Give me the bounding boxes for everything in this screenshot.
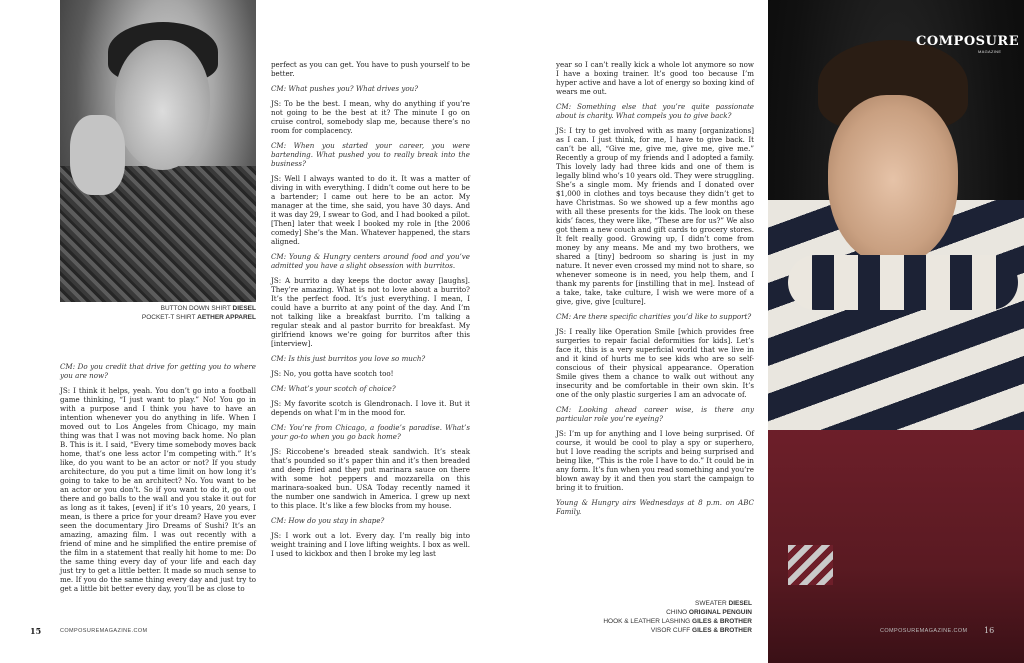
page-number-right: 16: [984, 626, 995, 635]
arm-shape: [788, 255, 1018, 310]
caption-line: [110, 313, 256, 322]
interview-answer: perfect as you can get. You have to push yourself to be better.: [271, 60, 470, 78]
interview-answer: JS: I work out a lot. Every day. I’m really big into weight training and I love lifting weights. I box as well. I used to kickbox and then I broke my leg last: [271, 531, 470, 558]
page-number-left: 15: [30, 626, 42, 636]
interview-answer: JS: My favorite scotch is Glendronach. I love it. But it depends on what I’m in the mood for.: [271, 399, 470, 417]
interview-answer: JS: No, you gotta have scotch too!: [271, 369, 394, 378]
interview-answer: year so I can’t really kick a whole lot anymore so now I have a boxing trainer. It’s good too because I’m hyper active and have a lot of energy so boxing kind of wears me out.: [556, 60, 754, 96]
hand-shape: [70, 115, 125, 195]
interview-answer: JS: A burrito a day keeps the doctor away [laughs]. They’re amazing. What is not to love about a burrito? It’s the perfect food. It’s just everything. I mean, I could have a burrito at any point of the day. And I’m not talking like a breakfast burrito. I’m talking a regular steak and al pastor burrito for breakfast. My girlfriend knows we’re going for burritos after this [interview].: [271, 276, 470, 348]
website-url-left: COMPOSUREMAGAZINE.COM: [60, 628, 148, 634]
text-column-2: [271, 60, 470, 564]
caption-line: [600, 608, 752, 617]
caption-item-label: POCKET-T SHIRT: [141, 314, 198, 321]
photo-caption-right: [600, 599, 752, 635]
interview-answer: JS: I’m up for anything and I love being surprised. Of course, it would be cool to play a spy or superhero, but I love reading the scripts and being surprised and being like, “This is the role I have to do.” It could be in any form. It’s fun when you read something and you’re blown away by it and then you start the campaign to bring it to fruition.: [556, 429, 754, 492]
interview-question: CM: Young & Hungry centers around food and you’ve admitted you have a slight obsession with burritos.: [271, 252, 470, 270]
website-url-right: COMPOSUREMAGAZINE.COM: [880, 628, 968, 634]
interview-answer: JS: To be the best. I mean, why do anything if you’re not going to be the best at it? The minute I go on cruise control, somebody slap me, because there’s no room for complacency.: [271, 99, 470, 135]
interview-question: CM: Is this just burritos you love so much?: [271, 354, 426, 363]
caption-line: [600, 599, 752, 608]
interview-question: CM: When you started your career, you were bartending. What pushed you to really break into the business?: [271, 141, 470, 168]
caption-item-label: SWEATER: [695, 600, 729, 607]
photo-caption-left: [110, 304, 256, 322]
caption-brand: GILES & BROTHER: [692, 627, 752, 634]
text-column-3: [556, 60, 754, 522]
caption-item-label: VISOR CUFF: [650, 627, 693, 634]
caption-brand: DIESEL: [232, 305, 256, 312]
caption-line: [600, 626, 752, 635]
caption-brand: DIESEL: [728, 600, 752, 607]
caption-line: [600, 617, 752, 626]
caption-item-label: BUTTON DOWN SHIRT: [160, 305, 233, 312]
caption-brand: AETHER APPAREL: [197, 314, 256, 321]
head-shape: [115, 40, 210, 170]
face-shape: [828, 95, 958, 265]
portrait-photo-left: [60, 0, 256, 302]
interview-answer: JS: I really like Operation Smile [which provides free surgeries to repair facial deformities for kids]. Let’s face it, this is a very superficial world that we live in and it kind of hurts me to see kids who are so self-conscious of their physical appearance. Operation Smile gives them a chance to walk out without any insecurity and be comfortable in their own skin. It’s one of the only plastic surgeries I am an advocate of.: [556, 327, 754, 399]
caption-brand: ORIGINAL PENGUIN: [688, 609, 752, 616]
text-column-1: [60, 362, 256, 599]
interview-answer: JS: Riccobene’s breaded steak sandwich. It’s steak that’s pounded so it’s paper thin and it’s then breaded and deep fried and they put marinara sauce on there with some hot peppers and mozzarella on this marinara-soaked bun. USA Today recently named it the number one sandwich in America. I grew up next to this place. It’s like a few blocks from my house.: [271, 447, 470, 510]
interview-answer: JS: I think it helps, yeah. You don’t go into a football game thinking, “I just want to play.” No! You go in with a purpose and I think you have to have an intention whenever you do anything in life. When I moved out to Los Angeles from Chicago, my main thing was that I was not moving back home. No plan B. This is it. I said, “Every time somebody moves back home, that’s one less actor I’m competing with.” It’s like, do you want to be an actor or not? If you study architecture, do you put a time limit on how long it’s going to take to be an architect? No. You want to be an actor or you don’t. So if you want to do it, go out there and go balls to the wall and you stake it out for as long as it takes, [even] if it’s 10 years, 20 years, I mean, is there a price for your dream? Have you ever seen the documentary Jiro Dreams of Sushi? It’s an amazing, amazing film. I was out recently with a friend of mine and he simplified the entire premise of the film in a statement that really hit home to me: Do the same thing every day of your life and each day just try to get a little better. It made so much sense to me. If you do the same thing every day and just try to get a little bit better every day, you’ll be as close to: [60, 386, 256, 593]
caption-line: [110, 304, 256, 313]
interview-question: CM: Looking ahead career wise, is there any particular role you’re eyeing?: [556, 405, 754, 423]
caption-item-label: CHINO: [666, 609, 689, 616]
shoe-shape: [788, 545, 833, 585]
caption-brand: GILES & BROTHER: [692, 618, 752, 625]
interview-question: CM: What’s your scotch of choice?: [271, 384, 396, 393]
brand-tagline: MAGAZINE: [978, 49, 1002, 54]
interview-question: CM: What pushes you? What drives you?: [271, 84, 418, 93]
interview-question: CM: Do you credit that drive for getting you to where you are now?: [60, 362, 256, 380]
portrait-photo-right: [768, 0, 1024, 663]
brand-logo: COMPOSURE: [916, 34, 1020, 49]
interview-question: Young & Hungry airs Wednesdays at 8 p.m. on ABC Family.: [556, 498, 754, 516]
interview-answer: JS: I try to get involved with as many [organizations] as I can. I just think, for me, I have to give back. It can’t be all, “Give me, give me, give me, give me.” Recently a group of my friends and I adopted a family. This lovely lady had three kids and one of them is legally blind who’s 10 years old. They were struggling. She’s a single mom. My friends and I donated over $1,000 in clothes and toys because they didn’t get to have Christmas. So we showed up a few months ago with all these presents for the kids. The look on these kids’ faces, they were like, “These are for us?” We also got them a new couch and gift cards to grocery stores. It felt really good. Growing up, I didn’t come from money by any means. Me and my two brothers, we shared a [tiny] bedroom so sharing is just in my nature. It never even crossed my mind not to share, so whenever someone is in need, you help them, and I thank my parents for [instilling that in me]. Instead of a take, take, take culture, I wish we were more of a give, give, give [culture].: [556, 126, 754, 306]
interview-question: CM: You’re from Chicago, a foodie’s paradise. What’s your go-to when you go back home?: [271, 423, 470, 441]
interview-question: CM: Something else that you’re quite passionate about is charity. What compels you to give back?: [556, 102, 754, 120]
interview-question: CM: Are there specific charities you’d like to support?: [556, 312, 752, 321]
interview-answer: JS: Well I always wanted to do it. It was a matter of diving in with everything. I didn’t come out here to be a bartender; I came out here to be an actor. My manager at the time, she said, you have 30 days. And it was day 29, I swear to God, and I had booked a pilot. [Then] later that week I booked my role in [the 2006 comedy] She’s the Man. Whatever happened, the stars aligned.: [271, 174, 470, 246]
caption-item-label: HOOK & LEATHER LASHING: [603, 618, 693, 625]
interview-question: CM: How do you stay in shape?: [271, 516, 385, 525]
